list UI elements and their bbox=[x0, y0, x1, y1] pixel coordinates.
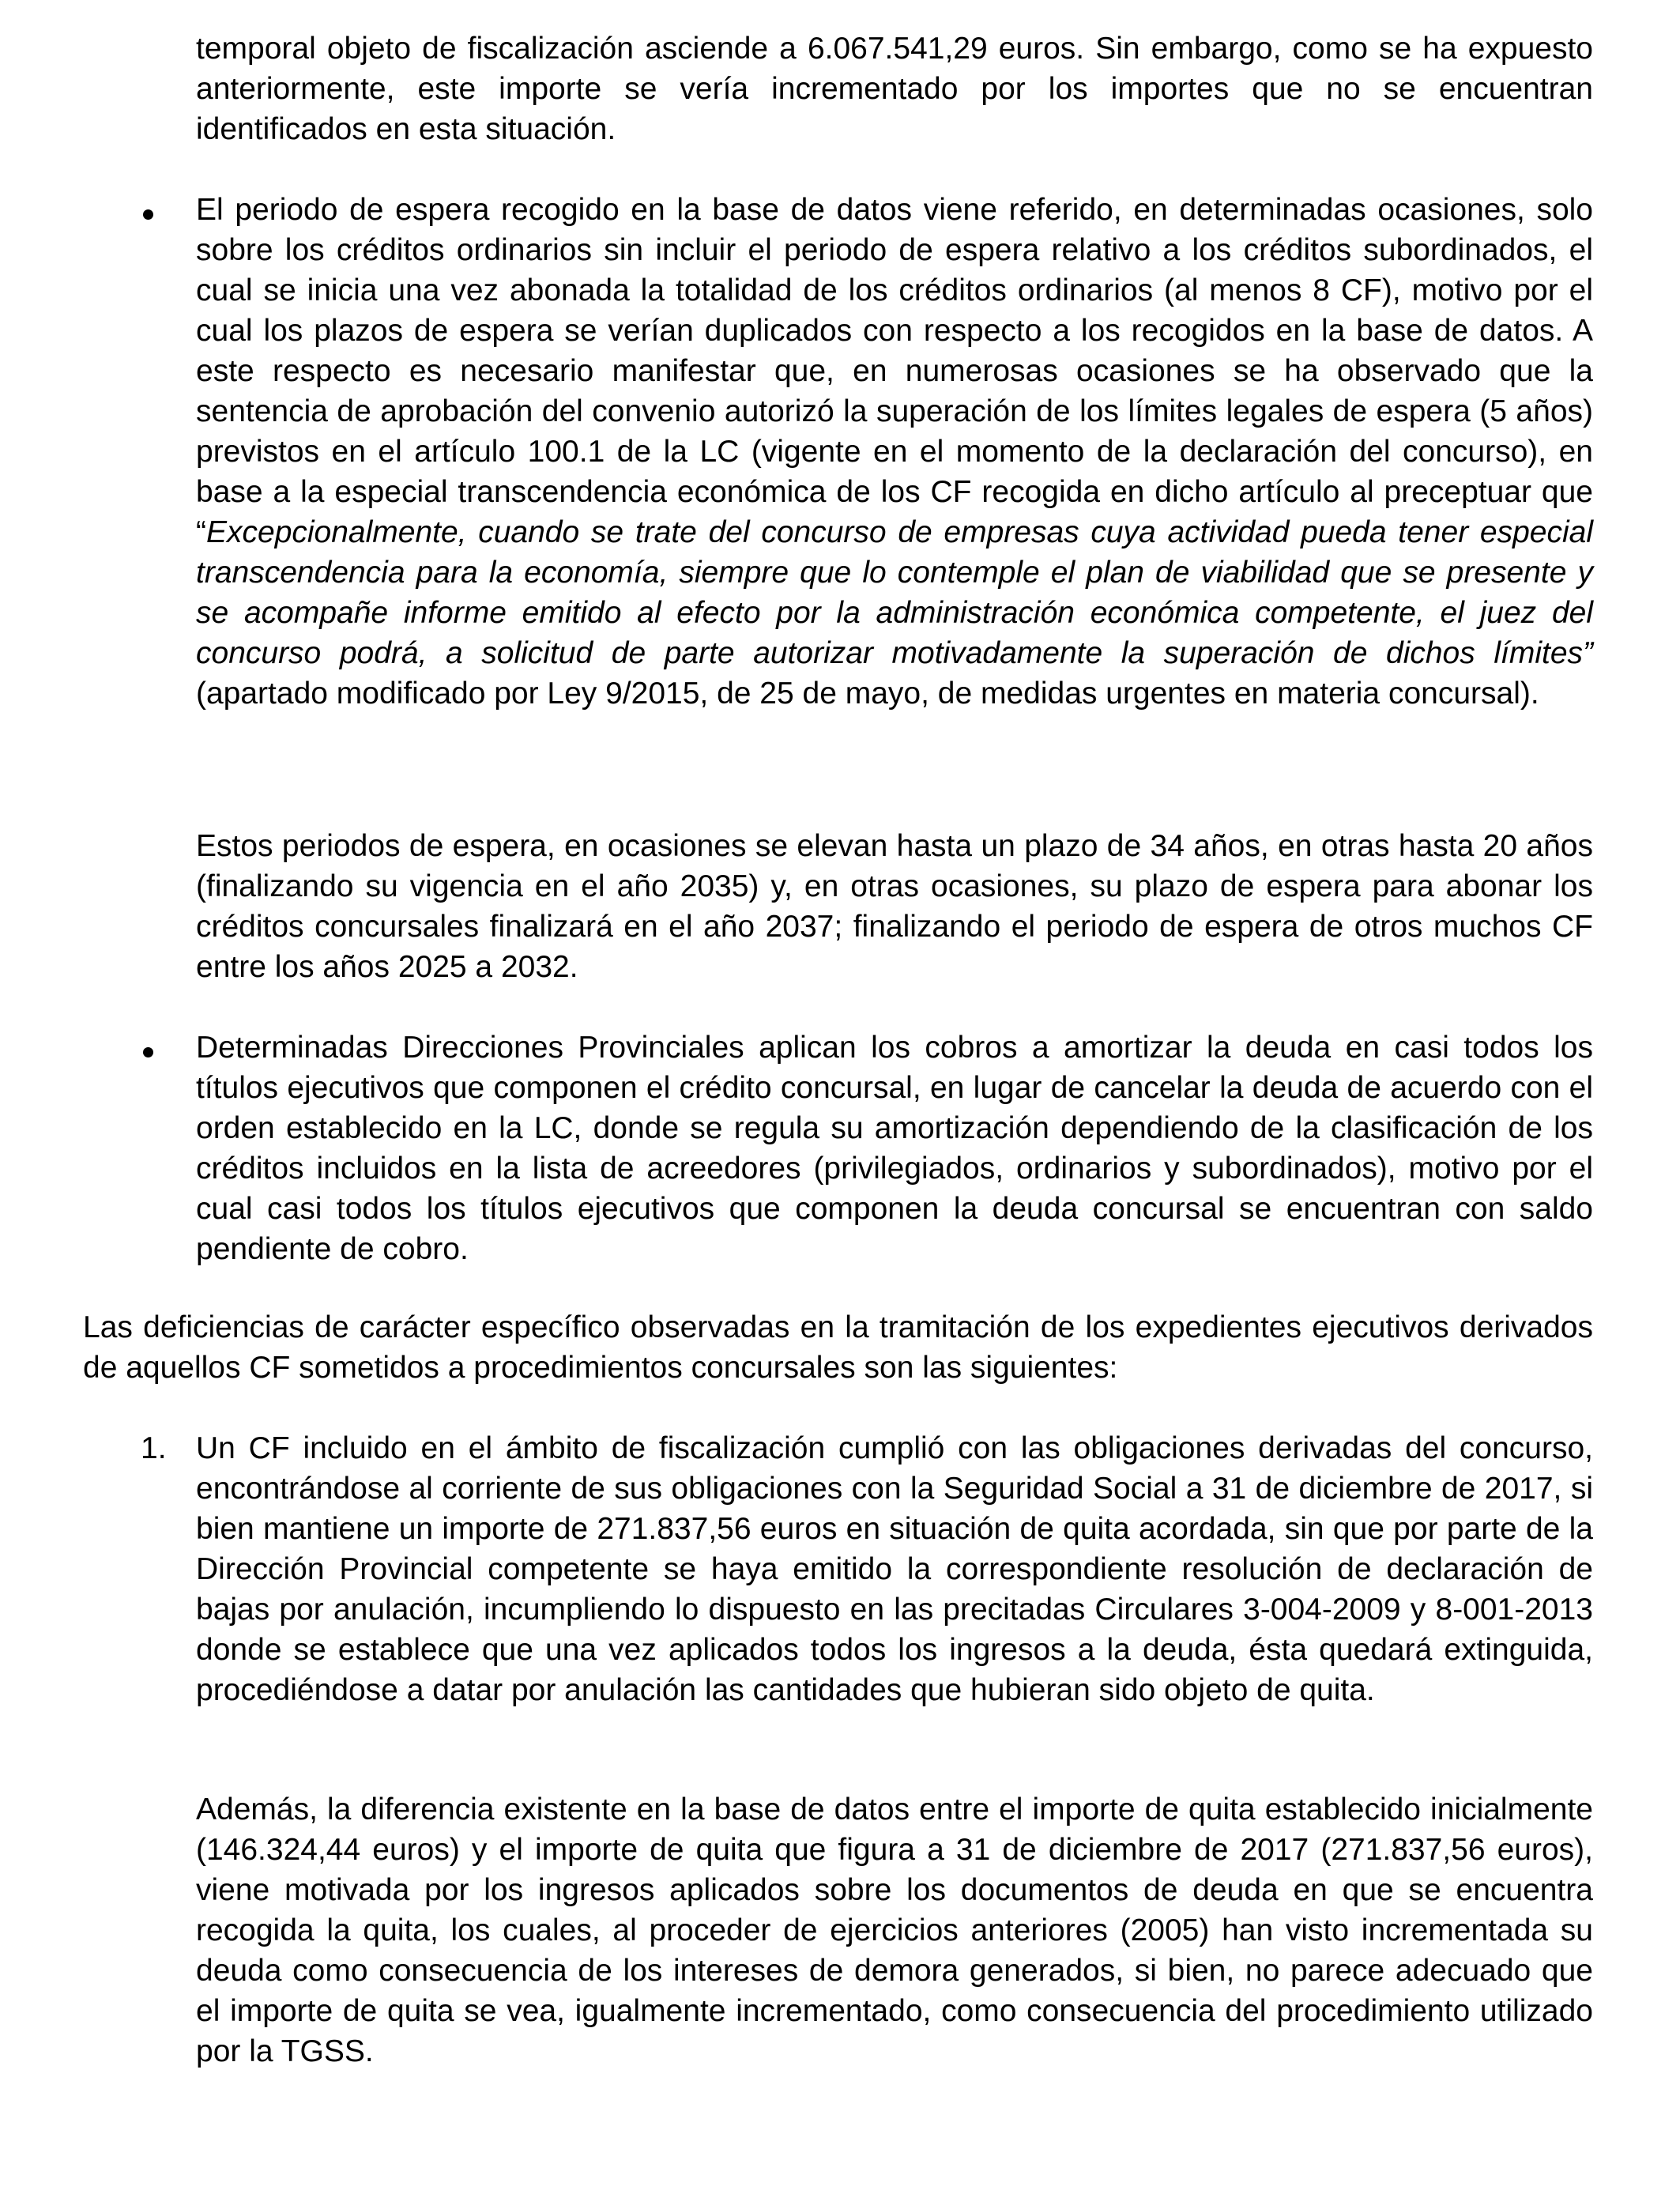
specific-deficiencies-intro: Las deficiencias de carácter específico observadas en la tramitación de los expedientes ejecutivos derivados de aquellos CF sometidos a procedimientos concursales son las siguientes: bbox=[83, 1310, 1593, 1385]
continuation-paragraph: temporal objeto de fiscalización asciende a 6.067.541,29 euros. Sin embargo, como se ha expuesto anteriormente, este importe se vería incrementado por los importes que no se encuentran identificados en esta situación. bbox=[196, 32, 1593, 146]
waiting-period-followup-paragraph: Estos periodos de espera, en ocasiones se elevan hasta un plazo de 34 años, en otras hasta 20 años (finalizando su vigencia en el año 2035) y, en otras ocasiones, su plazo de espera para abonar los créditos concursales finalizará en el año 2037; finalizando el periodo de espera de otros muchos CF entre los años 2025 a 2032. bbox=[196, 829, 1593, 984]
quoted-article-text: Excepcionalmente, cuando se trate del concurso de empresas cuya actividad pueda tener especial transcendencia para la economía, siempre que lo contemple el plan de viabilidad que se presente y se acompañe informe emitido al efecto por la administración económica competente, el juez del concurso podrá, a solicitud de parte autorizar motivadamente la superación de dichos límites” bbox=[196, 515, 1593, 670]
list-number: 1. bbox=[141, 1431, 167, 1465]
bullet-text-part1: El periodo de espera recogido en la base de datos viene referido, en determinadas ocasiones, solo sobre los créditos ordinarios sin incluir el periodo de espera relativo a los créditos subordinados, el cual se inicia una vez abonada la totalidad de los créditos ordinarios (al menos 8 CF), motivo por el cual los plazos de espera se verían duplicados con respecto a los recogidos en la base de datos. A este respecto es necesario manifestar que, en numerosas ocasiones se ha observado que la sentencia de aprobación del convenio autorizó la superación de los límites legales de espera (5 años) previstos en el artículo 100.1 de la LC (vigente en el momento de la declaración del concurso), en base a la especial transcendencia económica de los CF recogida en dicho artículo al preceptuar que “ bbox=[196, 193, 1593, 549]
bullet-paragraph-provincial-directions: Determinadas Direcciones Provinciales aplican los cobros a amortizar la deuda en casi todos los títulos ejecutivos que componen el crédito concursal, en lugar de cancelar la deuda de acuerdo con el orden establecido en la LC, donde se regula su amortización dependiendo de la clasificación de los créditos incluidos en la lista de acreedores (privilegiados, ordinarios y subordinados), motivo por el cual casi todos los títulos ejecutivos que componen la deuda concursal se encuentran con saldo pendiente de cobro. bbox=[196, 1031, 1593, 1266]
bullet-icon bbox=[143, 209, 153, 220]
bullet-paragraph-waiting-period bbox=[196, 190, 1593, 714]
numbered-paragraph-1-followup: Además, la diferencia existente en la base de datos entre el importe de quita establecido inicialmente (146.324,44 euros) y el importe de quita que figura a 31 de diciembre de 2017 (271.837,56 euros), viene motivada por los ingresos aplicados sobre los documentos de deuda en que se encuentra recogida la quita, los cuales, al proceder de ejercicios anteriores (2005) han visto incrementada su deuda como consecuencia de los intereses de demora generados, si bien, no parece adecuado que el importe de quita se vea, igualmente incrementado, como consecuencia del procedimiento utilizado por la TGSS. bbox=[196, 1793, 1593, 2068]
numbered-paragraph-1: Un CF incluido en el ámbito de fiscalización cumplió con las obligaciones derivadas del concurso, encontrándose al corriente de sus obligaciones con la Seguridad Social a 31 de diciembre de 2017, si bien mantiene un importe de 271.837,56 euros en situación de quita acordada, sin que por parte de la Dirección Provincial competente se haya emitido la correspondiente resolución de declaración de bajas por anulación, incumpliendo lo dispuesto en las precitadas Circulares 3-004-2009 y 8-001-2013 donde se establece que una vez aplicados todos los ingresos a la deuda, ésta quedará extinguida, procediéndose a datar por anulación las cantidades que hubieran sido objeto de quita. bbox=[196, 1431, 1593, 1707]
bullet-icon bbox=[143, 1047, 153, 1057]
bullet-text-part2: (apartado modificado por Ley 9/2015, de 25 de mayo, de medidas urgentes en materia concursal). bbox=[196, 677, 1539, 711]
